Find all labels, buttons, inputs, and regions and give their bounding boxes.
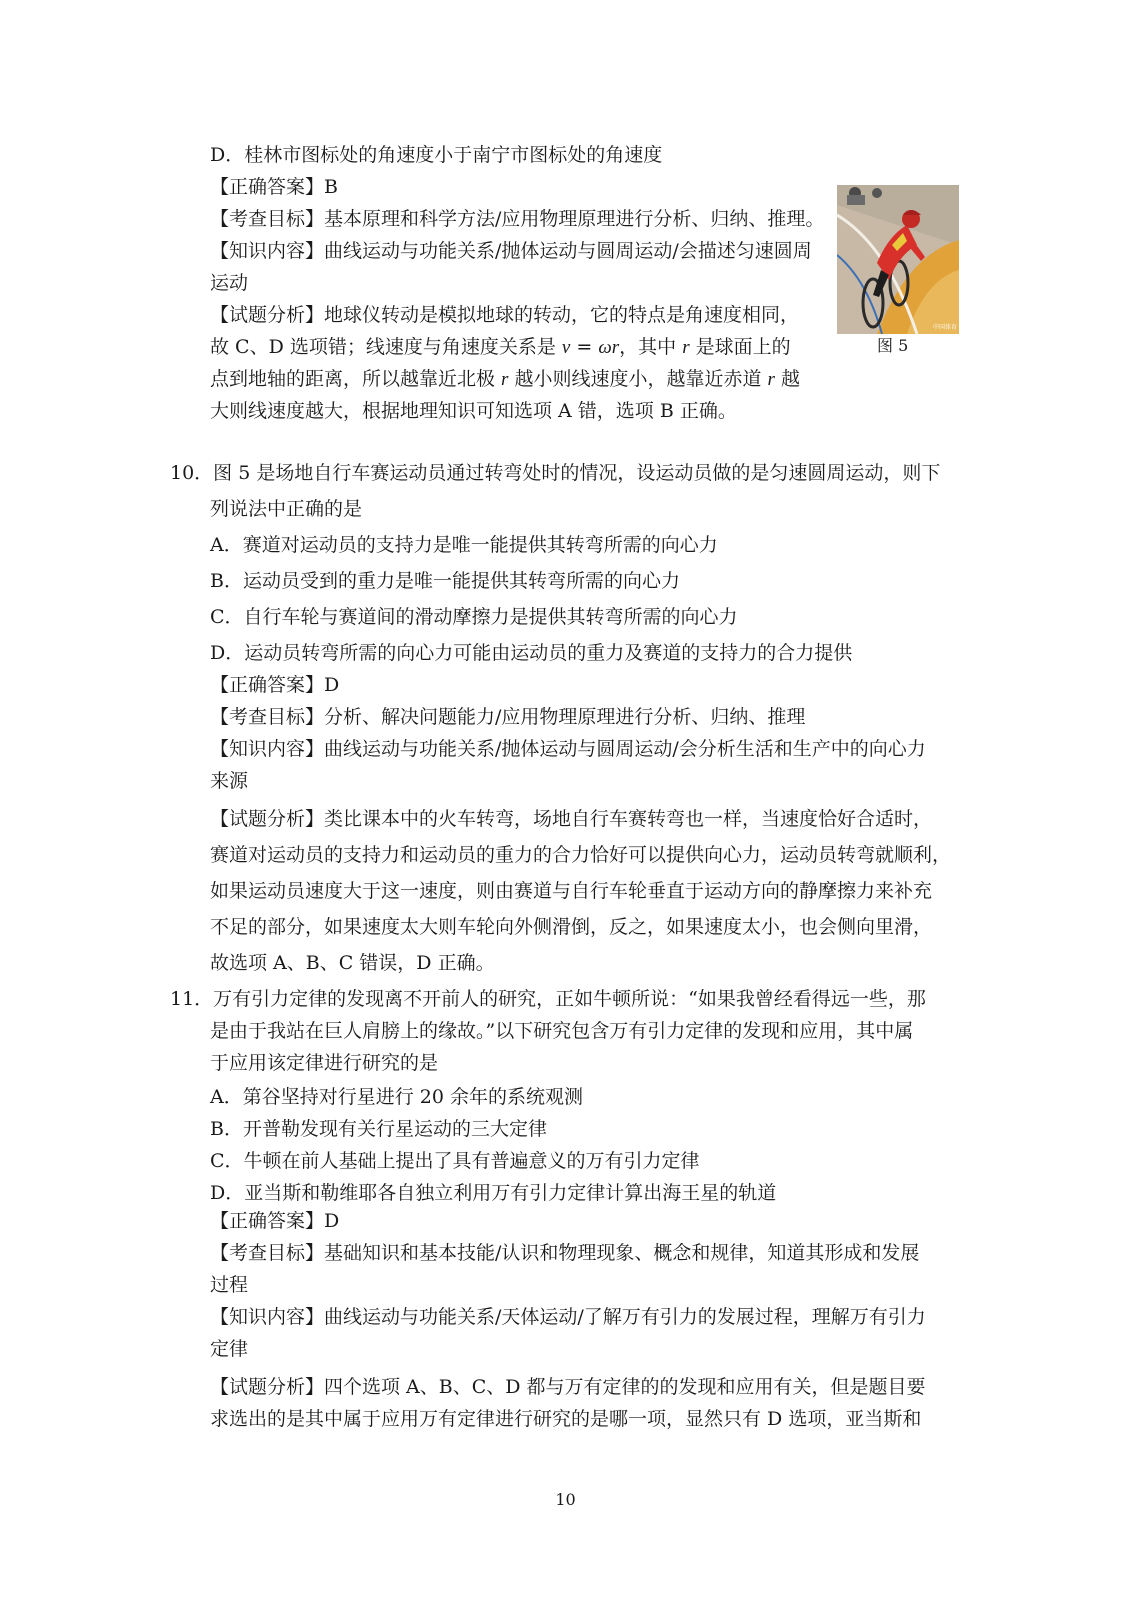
q11-target-cont: 过程 (210, 1274, 249, 1296)
q9-analysis-3-mid: 越小则线速度小，越靠近赤道 (508, 368, 768, 390)
q9-knowledge-cont: 运动 (210, 272, 249, 294)
cyclist-photo (837, 185, 959, 334)
q10-analysis-1: 【试题分析】类比课本中的火车转弯，场地自行车赛转弯也一样，当速度恰好合适时， (210, 808, 933, 830)
q11-option-c: C．牛顿在前人基础上提出了具有普遍意义的万有引力定律 (210, 1150, 700, 1172)
var-r: r (767, 369, 775, 390)
q11-answer: 【正确答案】D (210, 1210, 340, 1232)
photo-watermark: 中国体育 (933, 324, 958, 331)
cyclist-photo-image (837, 185, 959, 334)
var-r: r (682, 337, 690, 358)
q9-analysis-1: 【试题分析】地球仪转动是模拟地球的转动，它的特点是角速度相同， (210, 304, 800, 326)
q9-answer: 【正确答案】B (210, 176, 338, 198)
q9-analysis-2-post: 是球面上的 (689, 336, 791, 358)
q10-analysis-2: 赛道对运动员的支持力和运动员的重力的合力恰好可以提供向心力，运动员转弯就顺利， (210, 844, 952, 866)
q9-analysis-4: 大则线速度越大，根据地理知识可知选项 A 错，选项 B 正确。 (210, 400, 737, 422)
q10-stem-cont: 列说法中正确的是 (210, 498, 363, 520)
q11-option-d: D．亚当斯和勒维耶各自独立利用万有引力定律计算出海王星的轨道 (210, 1182, 777, 1204)
q9-analysis-2-pre: 故 C、D 选项错；线速度与角速度关系是 (210, 336, 562, 358)
page-number: 10 (555, 1490, 576, 1509)
q10-stem: 10．图 5 是场地自行车赛运动员通过转弯处时的情况，设运动员做的是匀速圆周运动，则下 (170, 462, 941, 484)
q10-analysis-3: 如果运动员速度大于这一速度，则由赛道与自行车轮垂直于运动方向的静摩擦力来补充 (210, 880, 933, 902)
q9-analysis-3 (210, 367, 800, 392)
q9-option-d: D．桂林市图标处的角速度小于南宁市图标处的角速度 (210, 144, 663, 166)
q11-analysis-1: 【试题分析】四个选项 A、B、C、D 都与万有定律的的发现和应用有关，但是题目要 (210, 1376, 926, 1398)
q11-stem-cont-1: 是由于我站在巨人肩膀上的缘故。”以下研究包含万有引力定律的发现和应用，其中属 (210, 1020, 914, 1042)
q10-option-d: D．运动员转弯所需的向心力可能由运动员的重力及赛道的支持力的合力提供 (210, 642, 853, 664)
q11-stem-cont-2: 于应用该定律进行研究的是 (210, 1052, 439, 1074)
q10-knowledge-cont: 来源 (210, 770, 249, 792)
q10-option-b: B．运动员受到的重力是唯一能提供其转弯所需的向心力 (210, 570, 680, 592)
q9-analysis-2-mid: ，其中 (619, 336, 683, 358)
q11-stem: 11．万有引力定律的发现离不开前人的研究，正如牛顿所说：“如果我曾经看得远一些，那 (170, 988, 926, 1010)
q11-option-a: A．第谷坚持对行星进行 20 余年的系统观测 (210, 1086, 583, 1108)
var-r: r (501, 369, 509, 390)
formula-omega-r: ωr (598, 337, 620, 358)
q9-analysis-3-pre: 点到地轴的距离，所以越靠近北极 (210, 368, 502, 390)
formula-equals: = (570, 336, 599, 358)
q11-option-b: B．开普勒发现有关行星运动的三大定律 (210, 1118, 547, 1140)
q9-analysis-3-post: 越 (774, 368, 800, 390)
q10-knowledge: 【知识内容】曲线运动与功能关系/抛体运动与圆周运动/会分析生活和生产中的向心力 (210, 738, 926, 760)
q10-option-c: C．自行车轮与赛道间的滑动摩擦力是提供其转弯所需的向心力 (210, 606, 738, 628)
q10-target: 【考查目标】分析、解决问题能力/应用物理原理进行分析、归纳、推理 (210, 706, 806, 728)
figure-caption: 图 5 (877, 336, 909, 355)
q10-answer: 【正确答案】D (210, 674, 340, 696)
q9-target: 【考查目标】基本原理和科学方法/应用物理原理进行分析、归纳、推理。 (210, 208, 825, 230)
q10-analysis-5: 故选项 A、B、C 错误，D 正确。 (210, 952, 495, 974)
formula-v: v (561, 337, 571, 358)
q10-analysis-4: 不足的部分，如果速度太大则车轮向外侧滑倒，反之，如果速度太小，也会侧向里滑， (210, 916, 933, 938)
q11-target: 【考查目标】基础知识和基本技能/认识和物理现象、概念和规律，知道其形成和发展 (210, 1242, 920, 1264)
q11-analysis-2: 求选出的是其中属于应用万有定律进行研究的是哪一项，显然只有 D 选项，亚当斯和 (210, 1408, 922, 1430)
q10-option-a: A．赛道对运动员的支持力是唯一能提供其转弯所需的向心力 (210, 534, 718, 556)
q11-knowledge-cont: 定律 (210, 1338, 249, 1360)
q9-analysis-2 (210, 335, 791, 360)
q11-knowledge: 【知识内容】曲线运动与功能关系/天体运动/了解万有引力的发展过程，理解万有引力 (210, 1306, 926, 1328)
q9-knowledge: 【知识内容】曲线运动与功能关系/抛体运动与圆周运动/会描述匀速圆周 (210, 240, 812, 262)
